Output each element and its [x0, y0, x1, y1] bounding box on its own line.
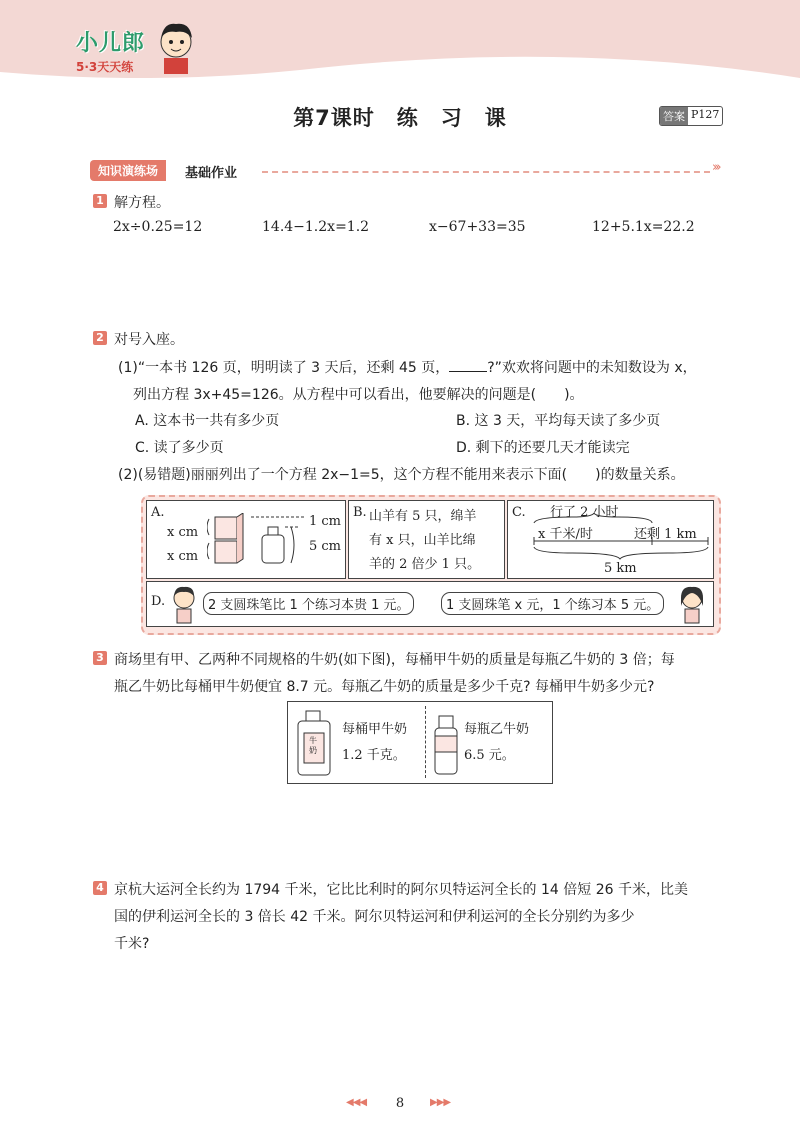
question-4-number: 4	[93, 881, 107, 895]
q2-part1-line1	[118, 357, 697, 377]
choice-a-label: A.	[151, 505, 165, 520]
equation-2: 14.4−1.2x=1.2	[262, 219, 370, 235]
choice-b-line3: 羊的 2 倍少 1 只。	[369, 557, 481, 572]
milk-jug-label: 牛奶	[309, 736, 317, 755]
choice-b-line1: 山羊有 5 只，绵羊	[369, 509, 477, 524]
milk-a-value: 1.2 千克。	[342, 748, 406, 763]
q2-part2: (2)(易错题)丽丽列出了一个方程 2x−1=5，这个方程不能用来表示下面( )的数量关系。	[118, 467, 685, 483]
option-d: D. 剩下的还要几天才能读完	[456, 440, 630, 456]
section-header	[90, 160, 730, 182]
mascot-boy-icon	[156, 16, 196, 76]
equation-1: 2x÷0.25=12	[113, 219, 203, 235]
answer-label: 答案	[660, 107, 688, 125]
question-2-prompt: 对号入座。	[114, 332, 184, 348]
section-divider	[262, 171, 710, 173]
double-chevron-right-icon: ›››	[712, 160, 719, 175]
choice-a-xcm-bottom: x cm	[167, 549, 199, 564]
question-3-number: 3	[93, 651, 107, 665]
answer-page: P127	[691, 108, 720, 121]
choice-panel	[141, 495, 721, 635]
question-3-line2: 瓶乙牛奶比每桶甲牛奶便宜 8.7 元。每瓶乙牛奶的质量是多少千克? 每桶甲牛奶多少元?	[114, 679, 655, 695]
choice-c-cell	[507, 500, 714, 579]
milk-divider	[425, 706, 426, 778]
equation-4: 12+5.1x=22.2	[592, 219, 695, 235]
page-prev-arrows-icon: ◀◀◀	[346, 1097, 367, 1108]
logo-title: 小儿郎	[76, 31, 146, 56]
choice-b-cell	[348, 500, 505, 579]
question-1-number: 1	[93, 194, 107, 208]
page-title: 第7课时 练 习 课	[293, 106, 507, 130]
page-next-arrows-icon: ▶▶▶	[430, 1097, 451, 1108]
q2-blank	[449, 359, 487, 372]
option-a: A. 这本书一共有多少页	[135, 413, 280, 429]
answer-reference	[659, 106, 723, 126]
choice-c-top: 行了 2 小时	[550, 505, 619, 520]
choice-b-label: B.	[353, 505, 367, 520]
brand-logo	[76, 26, 145, 75]
q2-part1-line2: 列出方程 3x+45=126。从方程中可以看出，他要解决的问题是( )。	[133, 387, 584, 403]
question-4-line2: 国的伊利运河全长的 3 倍长 42 千米。阿尔贝特运河和伊利运河的全长分别约为多少	[114, 909, 635, 925]
choice-a-xcm-top: x cm	[167, 525, 199, 540]
choice-c-speed: x 千米/时	[538, 527, 593, 542]
section-name: 基础作业	[185, 166, 238, 181]
choice-d-label: D.	[151, 594, 166, 609]
boxes-and-bottle-icon	[207, 513, 307, 575]
girl-icon	[169, 584, 199, 624]
choice-a-1cm: 1 cm	[309, 514, 342, 529]
choice-b-line2: 有 x 只，山羊比绵	[369, 533, 476, 548]
milk-bottle-icon	[431, 712, 461, 776]
choice-c-total: 5 km	[604, 561, 637, 576]
question-1-prompt: 解方程。	[114, 195, 170, 211]
section-tag: 知识演练场	[90, 160, 166, 181]
girl-2-icon	[677, 584, 707, 624]
option-b: B. 这 3 天，平均每天读了多少页	[456, 413, 661, 429]
logo-subtitle: 5·3天天练	[76, 60, 134, 74]
choice-a-cell	[146, 500, 346, 579]
choice-d-cell	[146, 581, 714, 627]
milk-b-value: 6.5 元。	[464, 748, 515, 763]
distance-diagram	[532, 513, 712, 563]
milk-figure	[287, 701, 553, 784]
right-speech-bubble: 1 支圆珠笔 x 元，1 个练习本 5 元。	[441, 592, 664, 615]
choice-c-rest: 还剩 1 km	[634, 527, 697, 542]
question-3-line1: 商场里有甲、乙两种不同规格的牛奶(如下图)，每桶甲牛奶的质量是每瓶乙牛奶的 3 倍；每	[114, 652, 675, 668]
equation-3: x−67+33=35	[429, 219, 526, 235]
question-2-number: 2	[93, 331, 107, 345]
milk-b-name: 每瓶乙牛奶	[464, 722, 530, 737]
page-number: 8	[395, 1096, 405, 1111]
question-4-line3: 千米?	[114, 936, 150, 952]
q2-part1-line1-a: (1)“一本书 126 页，明明读了 3 天后，还剩 45 页，	[118, 360, 450, 376]
option-c: C. 读了多少页	[135, 440, 224, 456]
left-speech-bubble: 2 支圆珠笔比 1 个练习本贵 1 元。	[203, 592, 414, 615]
milk-a-name: 每桶甲牛奶	[342, 722, 408, 737]
choice-c-label: C.	[512, 505, 526, 520]
q2-part1-line1-b: ?”欢欢将问题中的未知数设为 x，	[487, 360, 697, 376]
choice-a-5cm: 5 cm	[309, 539, 342, 554]
question-4-line1: 京杭大运河全长约为 1794 千米，它比比利时的阿尔贝特运河全长的 14 倍短 26 千米，比美	[114, 882, 688, 898]
